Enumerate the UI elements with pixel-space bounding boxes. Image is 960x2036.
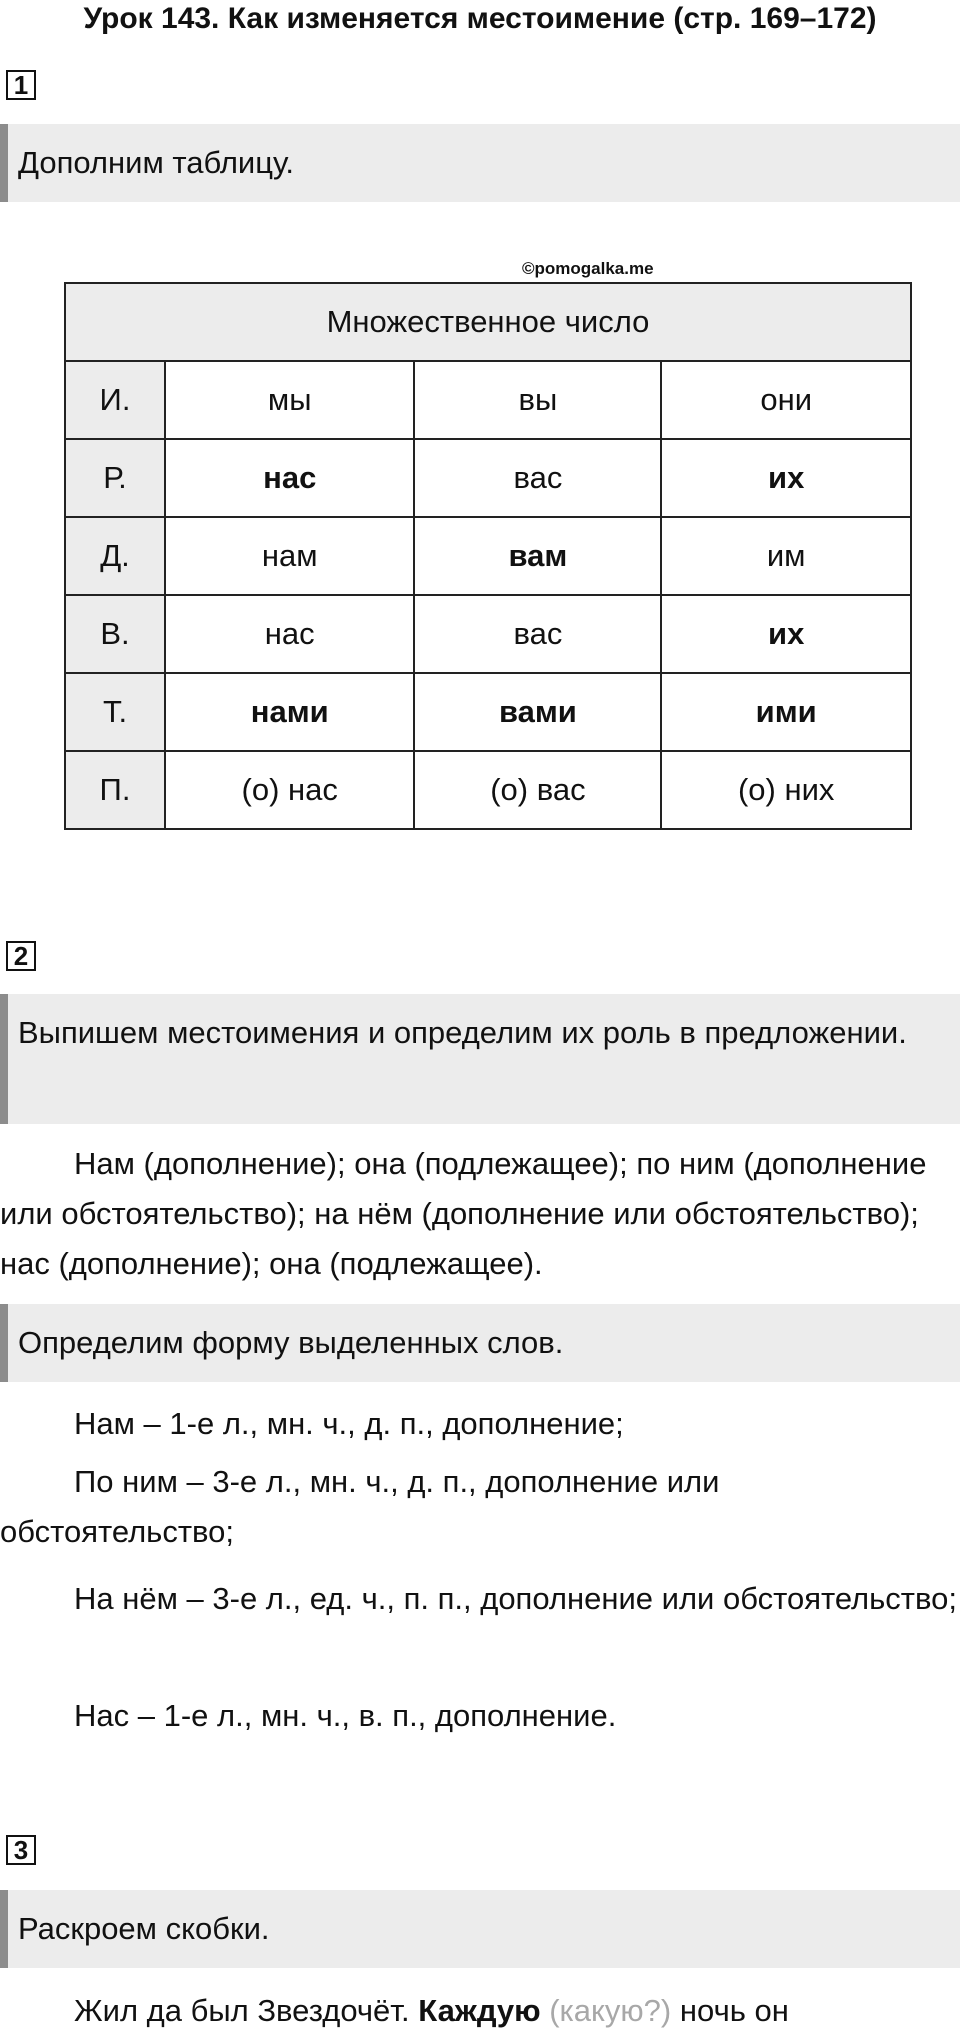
- table-cell: вас: [414, 439, 661, 517]
- case-label: Т.: [65, 673, 165, 751]
- table-cell: нами: [165, 673, 414, 751]
- task2-instruction-2: Определим форму выделенных слов.: [0, 1304, 960, 1382]
- task-number-2: 2: [6, 941, 36, 971]
- task-number-3: 3: [6, 1835, 36, 1865]
- table-cell: вами: [414, 673, 661, 751]
- task1-instruction: Дополним таблицу.: [0, 124, 960, 202]
- case-label: И.: [65, 361, 165, 439]
- table-cell: вы: [414, 361, 661, 439]
- pronoun-declension-table: [64, 282, 912, 830]
- task-number-1: 1: [6, 70, 36, 100]
- task3-text-bold: Каждую: [418, 1993, 541, 2028]
- table-cell: (о) них: [661, 751, 911, 829]
- table-cell: ими: [661, 673, 911, 751]
- table-cell: нас: [165, 595, 414, 673]
- table-row: [65, 439, 911, 517]
- table-cell: нам: [165, 517, 414, 595]
- task3-text-start: Жил да был Звездочёт.: [74, 1993, 410, 2028]
- table-cell: мы: [165, 361, 414, 439]
- form-line-1: Нам – 1-е л., мн. ч., д. п., дополнение;: [74, 1406, 624, 1441]
- table-header-row: [65, 283, 911, 361]
- form-line-2: По ним – 3-е л., мн. ч., д. п., дополнение или обстоятельство;: [0, 1464, 720, 1549]
- page-title: Урок 143. Как изменяется местоимение (стр. 169–172): [83, 2, 877, 35]
- table-cell: (о) нас: [165, 751, 414, 829]
- table-cell: их: [661, 439, 911, 517]
- table-row: [65, 751, 911, 829]
- task2-instruction-1: Выпишем местоимения и определим их роль в предложении.: [0, 994, 960, 1124]
- form-line-4: Нас – 1-е л., мн. ч., в. п., дополнение.: [74, 1698, 617, 1733]
- table-header: Множественное число: [65, 283, 911, 361]
- task3-text: [0, 1986, 960, 2036]
- table-cell: вас: [414, 595, 661, 673]
- form-line-3: На нём – 3-е л., ед. ч., п. п., дополнение или обстоятельство;: [74, 1581, 957, 1616]
- table-row: [65, 361, 911, 439]
- case-label: П.: [65, 751, 165, 829]
- case-label: Р.: [65, 439, 165, 517]
- case-label: Д.: [65, 517, 165, 595]
- table-row: [65, 517, 911, 595]
- table-cell: нас: [165, 439, 414, 517]
- watermark: ©pomogalka.me: [522, 259, 654, 278]
- table-cell: (о) вас: [414, 751, 661, 829]
- table-cell: вам: [414, 517, 661, 595]
- table-cell: их: [661, 595, 911, 673]
- case-label: В.: [65, 595, 165, 673]
- table-row: [65, 595, 911, 673]
- task2-answer: Нам (дополнение); она (подлежащее); по ним (дополнение или обстоятельство); на нём (дополнение или обстоятельство); нас (дополнение); она (подлежащее).: [0, 1146, 927, 1281]
- table-cell: им: [661, 517, 911, 595]
- task3-text-end: ночь он: [679, 1993, 789, 2028]
- table-row: [65, 673, 911, 751]
- task3-text-hint: (какую?): [549, 1993, 672, 2028]
- task3-instruction: Раскроем скобки.: [0, 1890, 960, 1968]
- table-cell: они: [661, 361, 911, 439]
